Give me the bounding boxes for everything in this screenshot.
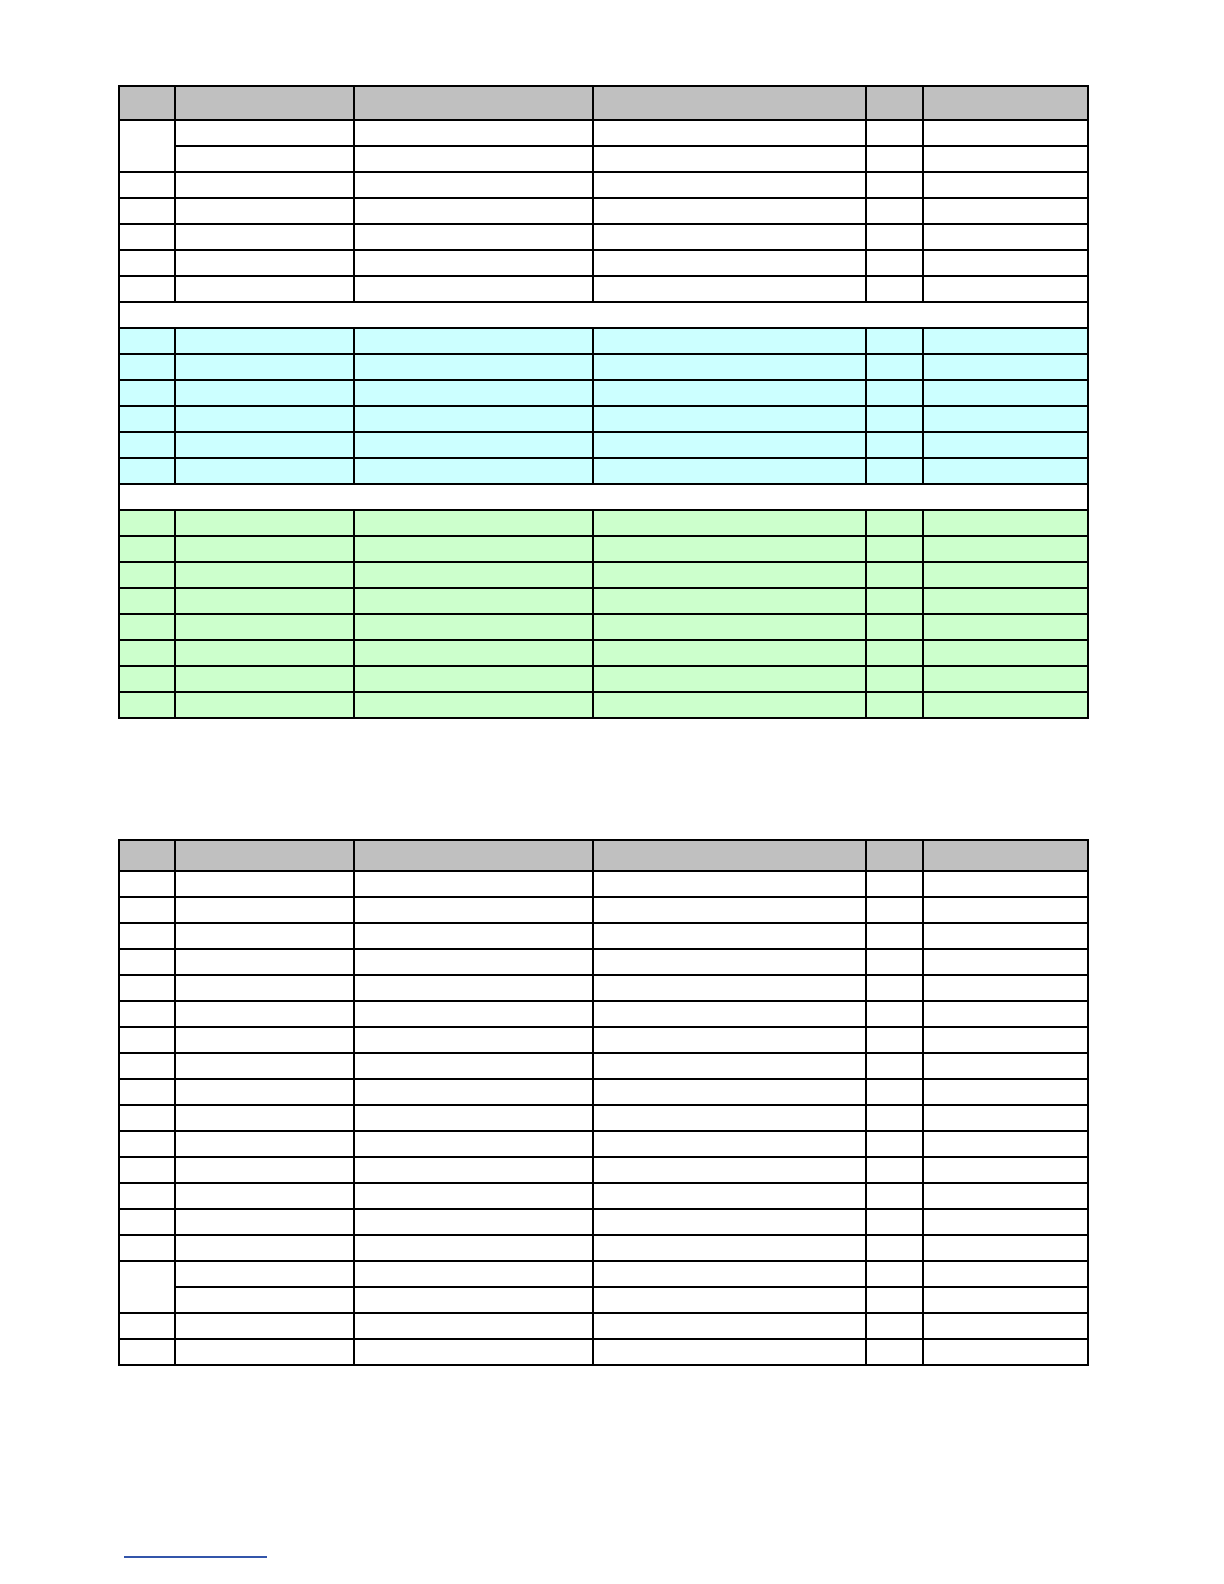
header-cell bbox=[866, 86, 923, 120]
table-cell bbox=[119, 510, 175, 536]
table-cell bbox=[593, 871, 866, 897]
table-cell bbox=[866, 975, 923, 1001]
table-cell bbox=[593, 536, 866, 562]
table-cell bbox=[866, 224, 923, 250]
table-row bbox=[119, 1001, 1088, 1027]
header-cell bbox=[119, 86, 175, 120]
table-cell bbox=[175, 897, 354, 923]
header-cell bbox=[119, 840, 175, 871]
table-cell bbox=[593, 1053, 866, 1079]
table-row bbox=[119, 1313, 1088, 1339]
table-row bbox=[119, 1157, 1088, 1183]
table-cell bbox=[866, 1287, 923, 1313]
table-row bbox=[119, 975, 1088, 1001]
table-cell bbox=[119, 276, 175, 302]
table-cell bbox=[175, 614, 354, 640]
table-cell bbox=[354, 1235, 593, 1261]
table-cell bbox=[923, 1339, 1088, 1365]
table-cell bbox=[923, 1287, 1088, 1313]
table-row bbox=[119, 1261, 1088, 1287]
table-cell bbox=[175, 406, 354, 432]
table-row bbox=[119, 432, 1088, 458]
table-cell bbox=[866, 897, 923, 923]
header-cell bbox=[175, 86, 354, 120]
table-cell bbox=[354, 146, 593, 172]
table-cell bbox=[593, 692, 866, 718]
header-cell bbox=[923, 840, 1088, 871]
table-cell bbox=[175, 923, 354, 949]
table-cell bbox=[923, 1313, 1088, 1339]
table-cell bbox=[119, 897, 175, 923]
table-cell bbox=[354, 1339, 593, 1365]
table-cell bbox=[175, 975, 354, 1001]
table-cell bbox=[866, 949, 923, 975]
table-cell bbox=[119, 1079, 175, 1105]
table-cell bbox=[923, 1053, 1088, 1079]
table-cell bbox=[923, 432, 1088, 458]
table-cell bbox=[354, 871, 593, 897]
table-cell bbox=[866, 1313, 923, 1339]
table-cell bbox=[354, 276, 593, 302]
table-cell bbox=[119, 614, 175, 640]
table-cell bbox=[593, 458, 866, 484]
table-cell bbox=[119, 975, 175, 1001]
table-cell bbox=[593, 640, 866, 666]
table-cell bbox=[354, 1261, 593, 1287]
table-cell bbox=[119, 1027, 175, 1053]
table-cell bbox=[175, 1287, 354, 1313]
table-cell bbox=[593, 1027, 866, 1053]
table-cell bbox=[866, 1079, 923, 1105]
table-cell bbox=[866, 406, 923, 432]
table-cell bbox=[923, 1183, 1088, 1209]
table-cell bbox=[175, 120, 354, 146]
table-cell bbox=[923, 614, 1088, 640]
table-cell bbox=[354, 923, 593, 949]
table-cell bbox=[593, 1001, 866, 1027]
table-cell bbox=[866, 354, 923, 380]
table-cell bbox=[119, 536, 175, 562]
table-cell bbox=[923, 224, 1088, 250]
table-cell bbox=[354, 198, 593, 224]
table-cell bbox=[923, 276, 1088, 302]
table-cell bbox=[923, 146, 1088, 172]
table-cell bbox=[923, 588, 1088, 614]
table-row bbox=[119, 1209, 1088, 1235]
table-cell bbox=[593, 250, 866, 276]
table-cell bbox=[593, 406, 866, 432]
table-row bbox=[119, 536, 1088, 562]
header-cell bbox=[354, 840, 593, 871]
table-row bbox=[119, 588, 1088, 614]
table-row bbox=[119, 458, 1088, 484]
table-row bbox=[119, 562, 1088, 588]
table-cell bbox=[923, 640, 1088, 666]
table-cell bbox=[354, 458, 593, 484]
table-header-row bbox=[119, 840, 1088, 871]
table-cell bbox=[119, 198, 175, 224]
table-cell bbox=[119, 871, 175, 897]
table-cell bbox=[866, 276, 923, 302]
table-cell bbox=[866, 562, 923, 588]
table-row bbox=[119, 1287, 1088, 1313]
table-cell bbox=[593, 1105, 866, 1131]
table-cell bbox=[354, 1209, 593, 1235]
table-cell bbox=[354, 1313, 593, 1339]
table-cell bbox=[175, 1261, 354, 1287]
table-cell bbox=[119, 120, 175, 172]
table-cell bbox=[175, 432, 354, 458]
table-cell bbox=[923, 1157, 1088, 1183]
table-cell bbox=[119, 1157, 175, 1183]
table-cell bbox=[923, 198, 1088, 224]
table-cell bbox=[866, 172, 923, 198]
table-cell bbox=[175, 1079, 354, 1105]
table-cell bbox=[175, 276, 354, 302]
table-cell bbox=[354, 666, 593, 692]
table-cell bbox=[175, 1001, 354, 1027]
table-cell bbox=[923, 1105, 1088, 1131]
table-cell bbox=[593, 666, 866, 692]
table-cell bbox=[175, 510, 354, 536]
table-row bbox=[119, 1131, 1088, 1157]
table-cell bbox=[354, 1053, 593, 1079]
table-cell bbox=[175, 562, 354, 588]
table-cell bbox=[175, 328, 354, 354]
table-cell bbox=[923, 975, 1088, 1001]
table-cell bbox=[593, 614, 866, 640]
table-cell bbox=[175, 1131, 354, 1157]
table-cell bbox=[923, 871, 1088, 897]
table-cell bbox=[354, 1079, 593, 1105]
table-cell bbox=[119, 1209, 175, 1235]
header-cell bbox=[923, 86, 1088, 120]
table-cell bbox=[119, 406, 175, 432]
table-row bbox=[119, 871, 1088, 897]
table-cell bbox=[866, 1001, 923, 1027]
table-cell bbox=[354, 1131, 593, 1157]
table-cell bbox=[354, 536, 593, 562]
table-cell bbox=[175, 1339, 354, 1365]
table-cell bbox=[593, 380, 866, 406]
table-cell bbox=[175, 871, 354, 897]
table-cell bbox=[593, 923, 866, 949]
table-cell bbox=[866, 1183, 923, 1209]
table-cell bbox=[866, 1053, 923, 1079]
table-cell bbox=[119, 1339, 175, 1365]
section-cell bbox=[119, 302, 1088, 328]
table-cell bbox=[923, 406, 1088, 432]
table-row bbox=[119, 380, 1088, 406]
table-cell bbox=[923, 1235, 1088, 1261]
table-cell bbox=[175, 224, 354, 250]
table-cell bbox=[175, 354, 354, 380]
table-cell bbox=[593, 510, 866, 536]
footer-rule bbox=[124, 1556, 267, 1558]
table-cell bbox=[119, 328, 175, 354]
table-cell bbox=[354, 1157, 593, 1183]
table-cell bbox=[354, 975, 593, 1001]
table-cell bbox=[354, 1183, 593, 1209]
table-cell bbox=[593, 1261, 866, 1287]
table-row bbox=[119, 510, 1088, 536]
table-cell bbox=[119, 562, 175, 588]
table-cell bbox=[866, 458, 923, 484]
table-cell bbox=[175, 250, 354, 276]
table-cell bbox=[175, 1027, 354, 1053]
table-cell bbox=[175, 1209, 354, 1235]
table-cell bbox=[923, 354, 1088, 380]
table-cell bbox=[866, 923, 923, 949]
table-cell bbox=[866, 692, 923, 718]
table-cell bbox=[866, 666, 923, 692]
table-cell bbox=[866, 146, 923, 172]
table-row bbox=[119, 897, 1088, 923]
table-cell bbox=[354, 640, 593, 666]
table-cell bbox=[119, 250, 175, 276]
table-cell bbox=[923, 510, 1088, 536]
table-cell bbox=[593, 354, 866, 380]
table-cell bbox=[866, 328, 923, 354]
table-cell bbox=[593, 1313, 866, 1339]
table-cell bbox=[119, 432, 175, 458]
table-cell bbox=[175, 1313, 354, 1339]
table-cell bbox=[119, 458, 175, 484]
table-cell bbox=[923, 949, 1088, 975]
table-cell bbox=[354, 949, 593, 975]
table-cell bbox=[354, 250, 593, 276]
table-cell bbox=[593, 1157, 866, 1183]
table-cell bbox=[923, 692, 1088, 718]
table-cell bbox=[866, 640, 923, 666]
header-cell bbox=[354, 86, 593, 120]
table-cell bbox=[354, 120, 593, 146]
table-cell bbox=[923, 458, 1088, 484]
table-cell bbox=[593, 1183, 866, 1209]
section-cell bbox=[119, 484, 1088, 510]
table-cell bbox=[866, 871, 923, 897]
table-cell bbox=[923, 536, 1088, 562]
table-cell bbox=[593, 949, 866, 975]
table-cell bbox=[175, 380, 354, 406]
table-cell bbox=[175, 666, 354, 692]
table-cell bbox=[354, 692, 593, 718]
table-cell bbox=[593, 224, 866, 250]
table-cell bbox=[923, 1079, 1088, 1105]
table-cell bbox=[593, 172, 866, 198]
table-cell bbox=[175, 949, 354, 975]
table-row bbox=[119, 406, 1088, 432]
table-cell bbox=[119, 1313, 175, 1339]
table-cell bbox=[119, 1131, 175, 1157]
table-row bbox=[119, 146, 1088, 172]
table-row bbox=[119, 276, 1088, 302]
table-header-row bbox=[119, 86, 1088, 120]
table-cell bbox=[923, 1261, 1088, 1287]
table-row bbox=[119, 120, 1088, 146]
table-row bbox=[119, 666, 1088, 692]
table-cell bbox=[119, 666, 175, 692]
table-cell bbox=[923, 250, 1088, 276]
table-cell bbox=[175, 1157, 354, 1183]
table-cell bbox=[866, 120, 923, 146]
table-row bbox=[119, 250, 1088, 276]
table-cell bbox=[119, 172, 175, 198]
table-row bbox=[119, 614, 1088, 640]
table-cell bbox=[175, 146, 354, 172]
table-cell bbox=[175, 640, 354, 666]
table-cell bbox=[354, 432, 593, 458]
table-cell bbox=[175, 1235, 354, 1261]
table-cell bbox=[866, 1339, 923, 1365]
table-cell bbox=[354, 1105, 593, 1131]
table-cell bbox=[119, 224, 175, 250]
table-cell bbox=[354, 614, 593, 640]
table-cell bbox=[593, 198, 866, 224]
table-cell bbox=[923, 1131, 1088, 1157]
table-cell bbox=[119, 1105, 175, 1131]
header-cell bbox=[866, 840, 923, 871]
table-row bbox=[119, 949, 1088, 975]
table-cell bbox=[119, 588, 175, 614]
table-row bbox=[119, 328, 1088, 354]
table-row bbox=[119, 1235, 1088, 1261]
table-cell bbox=[593, 1235, 866, 1261]
table-cell bbox=[923, 897, 1088, 923]
table-cell bbox=[593, 1131, 866, 1157]
table-cell bbox=[354, 224, 593, 250]
table-cell bbox=[923, 666, 1088, 692]
schedule-table-top bbox=[118, 85, 1089, 719]
table-cell bbox=[866, 1157, 923, 1183]
table-cell bbox=[175, 1183, 354, 1209]
table-cell bbox=[354, 172, 593, 198]
table-cell bbox=[593, 120, 866, 146]
table-cell bbox=[866, 250, 923, 276]
table-cell bbox=[923, 1027, 1088, 1053]
table-cell bbox=[119, 923, 175, 949]
table-row bbox=[119, 1079, 1088, 1105]
table-cell bbox=[119, 692, 175, 718]
section-row bbox=[119, 484, 1088, 510]
table-cell bbox=[175, 1105, 354, 1131]
table-row bbox=[119, 1053, 1088, 1079]
table-cell bbox=[119, 1261, 175, 1313]
table-cell bbox=[866, 1027, 923, 1053]
table-cell bbox=[119, 1183, 175, 1209]
table-cell bbox=[175, 536, 354, 562]
table-cell bbox=[593, 1209, 866, 1235]
table-cell bbox=[175, 172, 354, 198]
table-cell bbox=[354, 406, 593, 432]
table-row bbox=[119, 640, 1088, 666]
table-cell bbox=[923, 562, 1088, 588]
table-cell bbox=[923, 380, 1088, 406]
table-row bbox=[119, 1105, 1088, 1131]
table-cell bbox=[866, 198, 923, 224]
table-cell bbox=[866, 1105, 923, 1131]
table-cell bbox=[119, 1053, 175, 1079]
table-cell bbox=[593, 276, 866, 302]
table-cell bbox=[354, 1287, 593, 1313]
table-cell bbox=[923, 923, 1088, 949]
table-cell bbox=[923, 1209, 1088, 1235]
header-cell bbox=[593, 840, 866, 871]
table-cell bbox=[175, 588, 354, 614]
table-row bbox=[119, 224, 1088, 250]
table-cell bbox=[866, 1261, 923, 1287]
table-cell bbox=[354, 328, 593, 354]
table-cell bbox=[175, 1053, 354, 1079]
table-cell bbox=[354, 562, 593, 588]
table-cell bbox=[866, 614, 923, 640]
table-cell bbox=[866, 1209, 923, 1235]
table-row bbox=[119, 354, 1088, 380]
table-row bbox=[119, 1339, 1088, 1365]
table-cell bbox=[119, 354, 175, 380]
table-cell bbox=[866, 1131, 923, 1157]
table-cell bbox=[354, 1001, 593, 1027]
table-cell bbox=[175, 692, 354, 718]
table-cell bbox=[593, 1287, 866, 1313]
table-cell bbox=[923, 328, 1088, 354]
table-cell bbox=[593, 1339, 866, 1365]
table-row bbox=[119, 1027, 1088, 1053]
table-row bbox=[119, 1183, 1088, 1209]
schedule-table-bottom bbox=[118, 839, 1089, 1366]
table-cell bbox=[866, 510, 923, 536]
header-cell bbox=[593, 86, 866, 120]
table-cell bbox=[593, 588, 866, 614]
table-cell bbox=[354, 897, 593, 923]
table-row bbox=[119, 198, 1088, 224]
table-cell bbox=[923, 172, 1088, 198]
table-cell bbox=[354, 510, 593, 536]
table-cell bbox=[175, 198, 354, 224]
table-cell bbox=[354, 380, 593, 406]
table-cell bbox=[593, 562, 866, 588]
table-cell bbox=[354, 1027, 593, 1053]
table-cell bbox=[593, 1079, 866, 1105]
table-cell bbox=[354, 354, 593, 380]
table-cell bbox=[593, 897, 866, 923]
table-cell bbox=[923, 1001, 1088, 1027]
table-cell bbox=[866, 588, 923, 614]
table-row bbox=[119, 692, 1088, 718]
header-cell bbox=[175, 840, 354, 871]
table-cell bbox=[119, 380, 175, 406]
table-cell bbox=[593, 975, 866, 1001]
table-cell bbox=[866, 536, 923, 562]
table-cell bbox=[593, 432, 866, 458]
table-cell bbox=[119, 640, 175, 666]
table-row bbox=[119, 923, 1088, 949]
table-cell bbox=[866, 1235, 923, 1261]
table-cell bbox=[119, 1235, 175, 1261]
table-row bbox=[119, 172, 1088, 198]
section-row bbox=[119, 302, 1088, 328]
table-cell bbox=[866, 432, 923, 458]
table-cell bbox=[119, 1001, 175, 1027]
table-cell bbox=[923, 120, 1088, 146]
table-cell bbox=[866, 380, 923, 406]
table-cell bbox=[119, 949, 175, 975]
table-cell bbox=[354, 588, 593, 614]
table-cell bbox=[593, 146, 866, 172]
table-cell bbox=[593, 328, 866, 354]
table-cell bbox=[175, 458, 354, 484]
